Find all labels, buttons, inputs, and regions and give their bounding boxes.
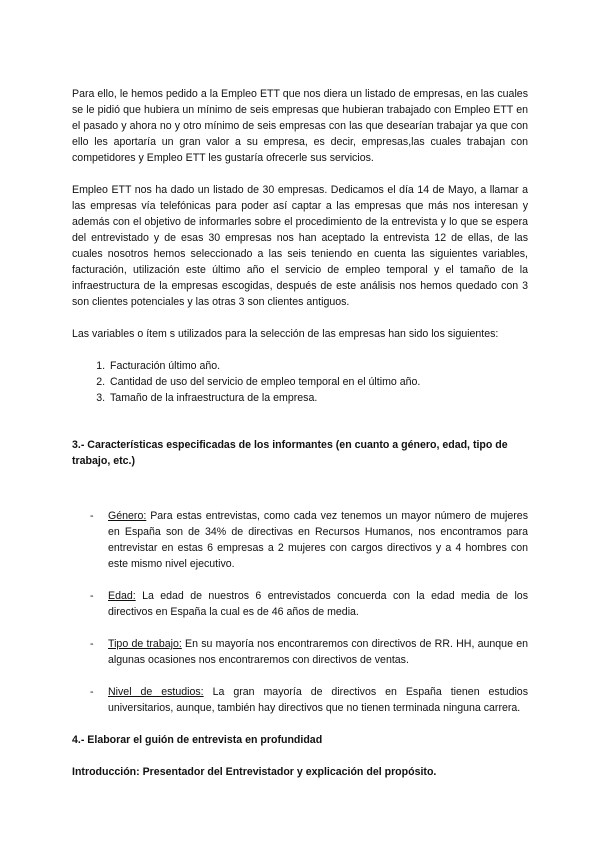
variables-list — [72, 358, 528, 406]
paragraph-companies: Empleo ETT nos ha dado un listado de 30 empresas. Dedicamos el día 14 de Mayo, a llamar a las empresas vía telefónicas para poder así captar a las empresas que más nos interesan y además con el objetivo de informarles sobre el procedimiento de la entrevista y lo que se espera del entrevistado y de esas 30 empresas nos han aceptado la entrevista 12 de ellas, de las cuales nosotros hemos seleccionado a las seis teniendo en cuenta las siguientes variables, facturación, utilización este último año el servicio de empleo temporal y el tamaño de la infraestructura de la empresas escogidas, después de este análisis nos hemos quedado con 3 son clientes potenciales y las otras 3 son clientes antiguos. — [72, 184, 528, 308]
list-item — [72, 636, 528, 668]
dash-marker: - — [90, 686, 94, 698]
list-item: 3. Tamaño de la infraestructura de la empresa. — [108, 390, 528, 406]
item-label-education: Nivel de estudios: — [108, 686, 204, 698]
dash-marker: - — [90, 638, 94, 650]
introduction-heading: Introducción: Presentador del Entrevistador y explicación del propósito. — [72, 766, 437, 778]
document-page — [72, 86, 528, 780]
list-item: 1. Facturación último año. — [108, 358, 528, 374]
item-text: Para estas entrevistas, como cada vez tenemos un mayor número de mujeres en España son de 34% de directivas en Recursos Humanos, nos encontramos para entrevistar en estas 6 empresas a 2 mujeres con cargos directivos y a 4 hombres con este mismo nivel ejecutivo. — [108, 510, 528, 570]
item-text: La gran mayoría de directivos en España tienen estudios universitarios, aunque, también hay directivos que no tienen terminada ninguna carrera. — [108, 686, 528, 714]
item-label-job-type: Tipo de trabajo: — [108, 638, 182, 650]
list-item — [72, 588, 528, 620]
section-3-heading: 3.- Características especificadas de los informantes (en cuanto a género, edad, tipo de trabajo, etc.) — [72, 439, 508, 467]
dash-marker: - — [90, 590, 94, 602]
paragraph-intro: Para ello, le hemos pedido a la Empleo ETT que nos diera un listado de empresas, en las cuales se le pidió que hubiera un mínimo de seis empresas que hubieran trabajado con Empleo ETT en el pasado y ahora no y otro mínimo de seis empresas con las que desearían trabajar ya que con ello les aportaría un gran valor a su empresa, es decir, empresas,las cuales trabajan con competidores y Empleo ETT les gustaría ofrecerle sus servicios. — [72, 88, 528, 164]
paragraph-variables: Las variables o ítem s utilizados para la selección de las empresas han sido los siguientes: — [72, 328, 499, 340]
dash-marker: - — [90, 510, 94, 522]
item-label-gender: Género: — [108, 510, 147, 522]
list-item: 2. Cantidad de uso del servicio de empleo temporal en el último año. — [108, 374, 528, 390]
list-item — [72, 508, 528, 572]
section-4-heading: 4.- Elaborar el guión de entrevista en profundidad — [72, 734, 323, 746]
list-item — [72, 684, 528, 716]
informants-list — [72, 508, 528, 716]
item-text: La edad de nuestros 6 entrevistados concuerda con la edad media de los directivos en España la cual es de 46 años de media. — [108, 590, 528, 618]
item-text: En su mayoría nos encontraremos con directivos de RR. HH, aunque en algunas ocasiones nos encontraremos con directivos de ventas. — [108, 638, 528, 666]
item-label-age: Edad: — [108, 590, 136, 602]
